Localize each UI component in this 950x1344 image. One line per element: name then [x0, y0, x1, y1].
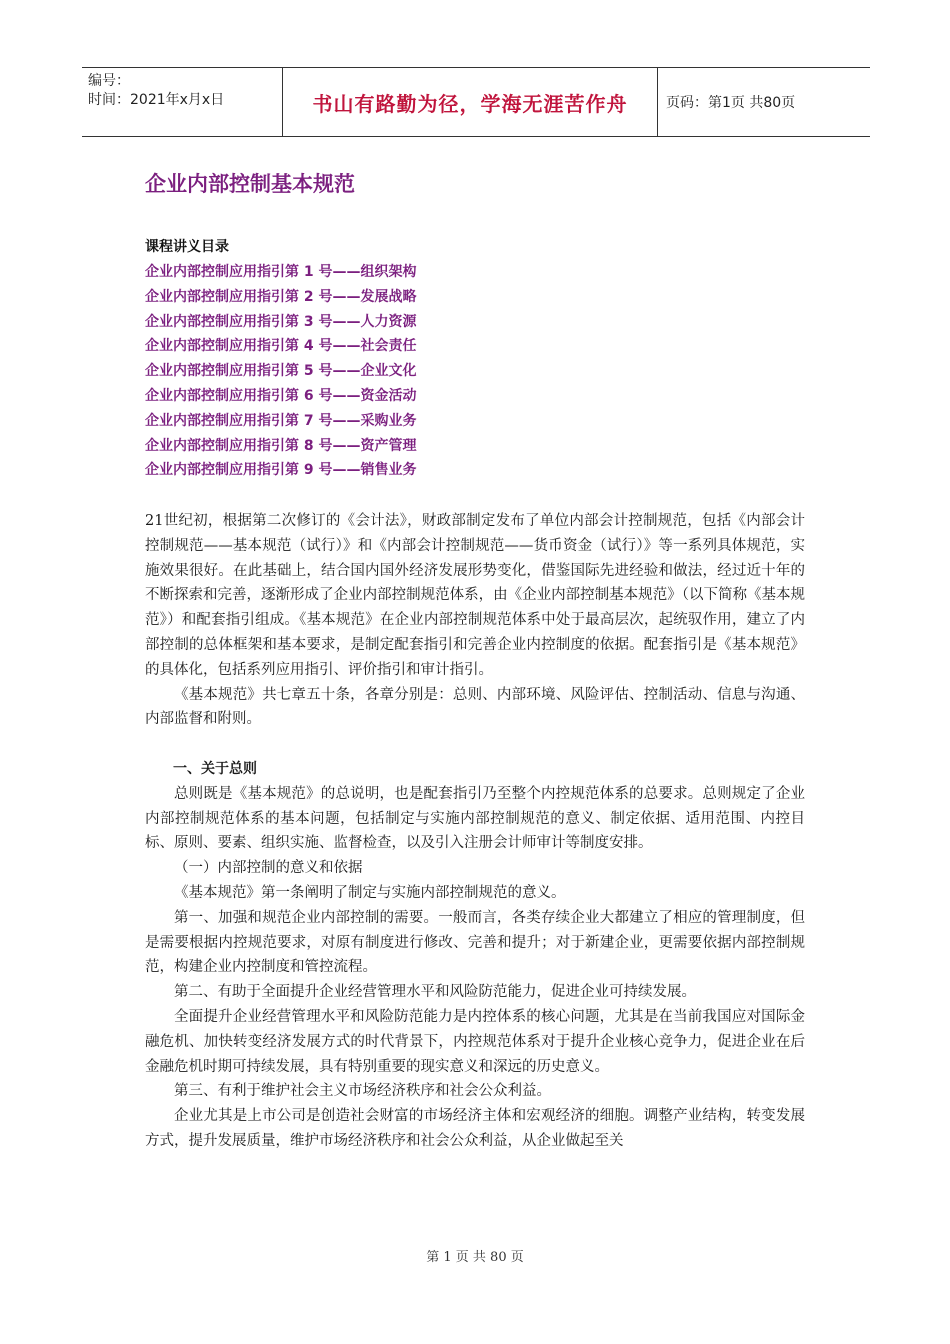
- section-heading: 一、关于总则: [173, 760, 257, 777]
- table-of-contents: [145, 260, 417, 483]
- header-motto: 书山有路勤为径，学海无涯苦作舟: [312, 91, 628, 116]
- section-paragraph: 总则既是《基本规范》的总说明，也是配套指引乃至整个内控规范体系的总要求。总则规定了企业内部控制规范体系的基本问题，包括制定与实施内部控制规范的意义、制定依据、适用范围、内控目标、原则、要素、组织实施、监督检查，以及引入注册会计师审计等制度安排。: [145, 785, 805, 852]
- toc-heading: 课程讲义目录: [145, 239, 229, 255]
- page-footer: 第 1 页 共 80 页: [426, 1250, 524, 1265]
- header-number-label: 编号：: [88, 73, 130, 89]
- header-meta: [82, 68, 282, 136]
- subsection-heading: （一）内部控制的意义和依据: [174, 860, 363, 877]
- toc-link[interactable]: 企业内部控制应用指引第 8 号——资产管理: [145, 437, 417, 454]
- document-title: 企业内部控制基本规范: [145, 172, 355, 196]
- toc-link[interactable]: 企业内部控制应用指引第 1 号——组织架构: [145, 264, 417, 280]
- page-header: [82, 67, 870, 137]
- header-date-label: 时间：2021年x月x日: [88, 92, 225, 108]
- intro-paragraph: 21世纪初，根据第二次修订的《会计法》，财政部制定发布了单位内部会计控制规范，包括《内部会计控制规范——基本规范（试行）》和《内部会计控制规范——货币资金（试行）》等一系列具体规范，实施效果很好。在此基础上，结合国内国外经济发展形势变化，借鉴国际先进经验和做法，经过近十年的不断探索和完善，逐渐形成了企业内部控制规范体系，由《企业内部控制基本规范》（以下简称《基本规范》）和配套指引组成。《基本规范》在企业内部控制规范体系中处于最高层次，起统驭作用，建立了内部控制的总体框架和基本要求，是制定配套指引和完善企业内控制度的依据。配套指引是《基本规范》的具体化，包括系列应用指引、评价指引和审计指引。: [145, 513, 805, 678]
- point-paragraph: 第一、加强和规范企业内部控制的需要。一般而言，各类存续企业大都建立了相应的管理制度，但是需要根据内控规范要求，对原有制度进行修改、完善和提升；对于新建企业，更需要依据内部控制规范，构建企业内控制度和管控流程。: [145, 909, 805, 976]
- point-detail-paragraph: 全面提升企业经营管理水平和风险防范能力是内控体系的核心问题，尤其是在当前我国应对国际金融危机、加快转变经济发展方式的时代背景下，内控规范体系对于提升企业核心竞争力，促进企业在后金融危机时期可持续发展，具有特别重要的现实意义和深远的历史意义。: [145, 1008, 805, 1075]
- toc-link[interactable]: 企业内部控制应用指引第 4 号——社会责任: [145, 338, 417, 355]
- toc-link[interactable]: 企业内部控制应用指引第 6 号——资金活动: [145, 387, 417, 404]
- header-motto-cell: [282, 68, 658, 136]
- point-detail-paragraph: 企业尤其是上市公司是创造社会财富的市场经济主体和宏观经济的细胞。调整产业结构，转变发展方式，提升发展质量，维护市场经济秩序和社会公众利益，从企业做起至关: [145, 1108, 805, 1149]
- toc-link[interactable]: 企业内部控制应用指引第 7 号——采购业务: [145, 412, 417, 429]
- toc-link[interactable]: 企业内部控制应用指引第 3 号——人力资源: [145, 313, 417, 330]
- subsection-paragraph: 《基本规范》第一条阐明了制定与实施内部控制规范的意义。: [174, 884, 566, 901]
- point-paragraph: 第二、有助于全面提升企业经营管理水平和风险防范能力，促进企业可持续发展。: [174, 984, 696, 1001]
- point-paragraph: 第三、有利于维护社会主义市场经济秩序和社会公众利益。: [174, 1083, 551, 1100]
- chapters-paragraph: 《基本规范》共七章五十条，各章分别是：总则、内部环境、风险评估、控制活动、信息与沟通、内部监督和附则。: [145, 686, 805, 728]
- toc-link[interactable]: 企业内部控制应用指引第 5 号——企业文化: [145, 363, 417, 380]
- toc-link[interactable]: 企业内部控制应用指引第 9 号——销售业务: [145, 462, 417, 479]
- header-page-info: 页码：第1页 共80页: [666, 95, 796, 111]
- document-body: [145, 509, 805, 1154]
- toc-link[interactable]: 企业内部控制应用指引第 2 号——发展战略: [145, 288, 417, 305]
